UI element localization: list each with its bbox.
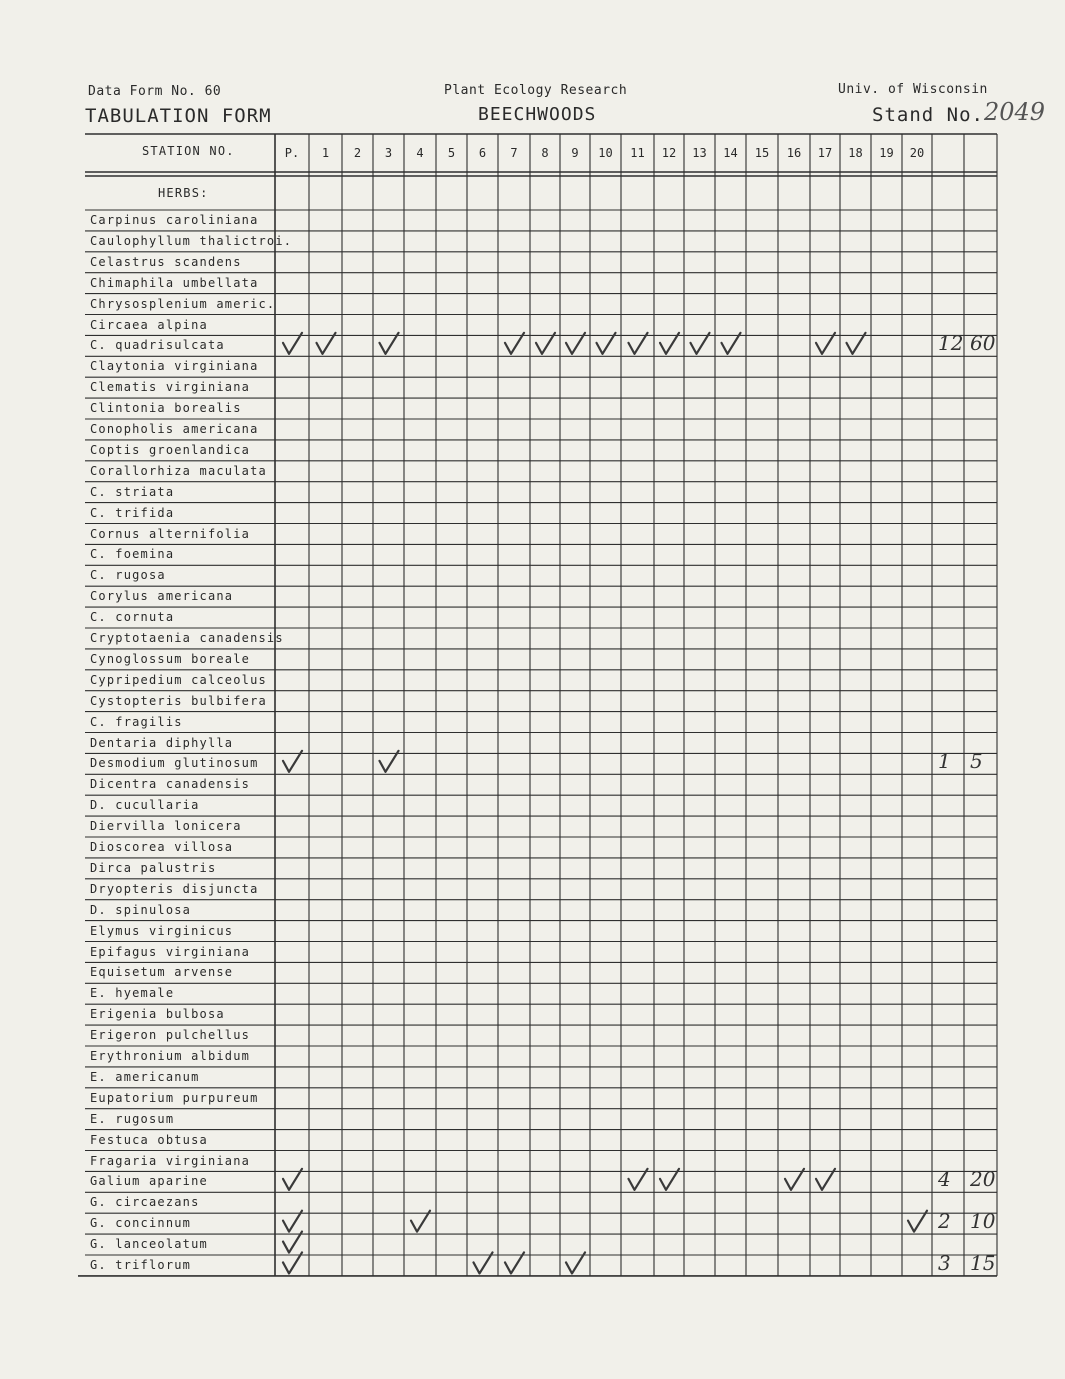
check-mark [380,751,399,772]
check-mark [847,333,866,354]
species-name: Cypripedium calceolus [90,672,267,687]
species-name: G. concinnum [90,1216,192,1231]
species-name: Equisetum arvense [90,965,234,980]
check-mark [597,333,616,354]
check-mark [816,333,835,354]
species-name: Dentaria diphylla [90,735,234,750]
species-name: C. quadrisulcata [90,338,225,353]
check-mark [283,751,302,772]
species-name: C. trifida [90,505,175,520]
species-name: Clintonia borealis [90,401,242,416]
species-name: G. lanceolatum [90,1237,208,1252]
station-column-number: 6 [478,146,487,160]
species-name: Cryptotaenia canadensis [90,631,284,645]
species-name: G. triflorum [90,1258,192,1272]
station-column-number: 17 [817,146,833,160]
species-name: Epifagus virginiana [90,944,251,959]
station-column-number: 14 [723,146,738,160]
species-name: D. cucullaria [90,798,200,813]
check-mark [283,1169,302,1190]
station-column-number: 20 [909,146,925,160]
station-column-number: 18 [848,146,863,160]
species-name: Desmodium glutinosum [90,756,259,771]
check-mark [691,333,710,354]
species-name: C. fragilis [90,714,183,729]
check-mark [317,333,336,354]
check-mark [283,1232,302,1253]
species-name: Chrysosplenium americ. [90,296,276,311]
check-mark [660,1169,679,1190]
section-label: HERBS: [158,186,209,200]
species-name: Corylus americana [90,589,234,604]
species-name: Erigenia bulbosa [90,1007,225,1022]
station-column-number: 16 [786,146,802,160]
frequency-percent: 60 [970,331,996,356]
species-name: Erythronium albidum [90,1049,251,1063]
species-name: Claytonia virginiana [90,359,259,374]
frequency-total: 4 [938,1167,951,1192]
frequency-total: 12 [938,331,964,356]
species-name: E. rugosum [90,1111,175,1126]
species-name: Dioscorea villosa [90,840,234,854]
check-mark [566,333,585,354]
check-mark [474,1252,493,1273]
check-mark [283,1211,302,1232]
station-column-number: 5 [447,146,456,160]
species-name: Cynoglossum boreale [90,651,251,666]
frequency-total: 2 [938,1209,951,1234]
station-column-number: P. [284,146,300,160]
species-name: Corallorhiza maculata [90,463,267,478]
species-name: C. cornuta [90,610,175,625]
check-mark [283,1252,302,1273]
check-mark [283,333,302,354]
species-name: C. rugosa [90,568,166,583]
check-mark [908,1211,927,1232]
frequency-total: 3 [938,1251,951,1275]
station-column-number: 4 [416,146,424,160]
station-column-number: 9 [571,146,579,160]
station-column-number: 10 [598,146,613,160]
species-name: Diervilla lonicera [90,819,242,834]
station-column-number: 15 [754,146,770,160]
check-mark [660,333,679,354]
stand-number: 2049 [984,98,1046,126]
check-mark [536,333,555,354]
species-name: Dirca palustris [90,860,217,875]
frequency-total: 1 [938,749,951,774]
species-name: Coptis groenlandica [90,442,251,457]
species-name: D. spinulosa [90,902,192,917]
frequency-percent: 10 [970,1209,996,1234]
station-column-number: 1 [321,146,330,160]
stand-label: Stand No. [872,104,984,126]
station-column-number: 11 [630,146,645,160]
species-name: Erigeron pulchellus [90,1028,251,1043]
check-mark [505,333,524,354]
species-name: Caulophyllum thalictroi. [90,233,293,248]
check-mark [722,333,741,354]
station-column-number: 13 [692,146,707,160]
frequency-percent: 15 [970,1251,996,1275]
station-column-number: 7 [510,146,518,160]
frequency-percent: 5 [970,749,983,774]
species-name: Galium aparine [90,1174,208,1189]
form-number: Data Form No. 60 [88,84,222,99]
station-column-number: 12 [661,146,677,160]
frequency-percent: 20 [970,1167,996,1192]
species-name: Chimaphila umbellata [90,275,259,290]
species-name: G. circaezans [90,1195,200,1210]
species-name: Cystopteris bulbifera [90,693,267,708]
species-name: Dryopteris disjuncta [90,881,259,896]
check-mark [629,1169,648,1190]
university: Univ. of Wisconsin [838,82,988,97]
species-name: E. hyemale [90,986,175,1001]
organization: Plant Ecology Research [444,83,628,98]
species-name: C. foemina [90,547,175,562]
check-mark [566,1252,585,1273]
species-name: Carpinus caroliniana [90,213,259,227]
species-name: E. americanum [90,1069,200,1084]
species-name: Elymus virginicus [90,923,234,938]
species-name: Festuca obtusa [90,1132,208,1147]
species-name: Circaea alpina [90,317,208,332]
station-column-number: 3 [384,146,393,160]
check-mark [505,1252,524,1273]
station-column-number: 8 [541,146,549,160]
check-mark [816,1169,835,1190]
check-mark [380,333,399,354]
species-name: Celastrus scandens [90,254,242,269]
station-column-number: 19 [879,146,894,160]
species-name: Cornus alternifolia [90,526,251,541]
species-name: Dicentra canadensis [90,777,251,792]
station-column-number: 2 [353,146,362,160]
station-label: STATION NO. [142,144,235,158]
form-title: TABULATION FORM [85,105,272,127]
check-mark [629,333,648,354]
species-name: Fragaria virginiana [90,1153,251,1168]
subtitle: BEECHWOODS [478,104,597,125]
check-mark [785,1169,804,1190]
species-name: Clematis virginiana [90,380,251,395]
check-mark [411,1211,430,1232]
species-name: Conopholis americana [90,422,259,436]
species-name: C. striata [90,484,175,499]
species-name: Eupatorium purpureum [90,1090,259,1105]
